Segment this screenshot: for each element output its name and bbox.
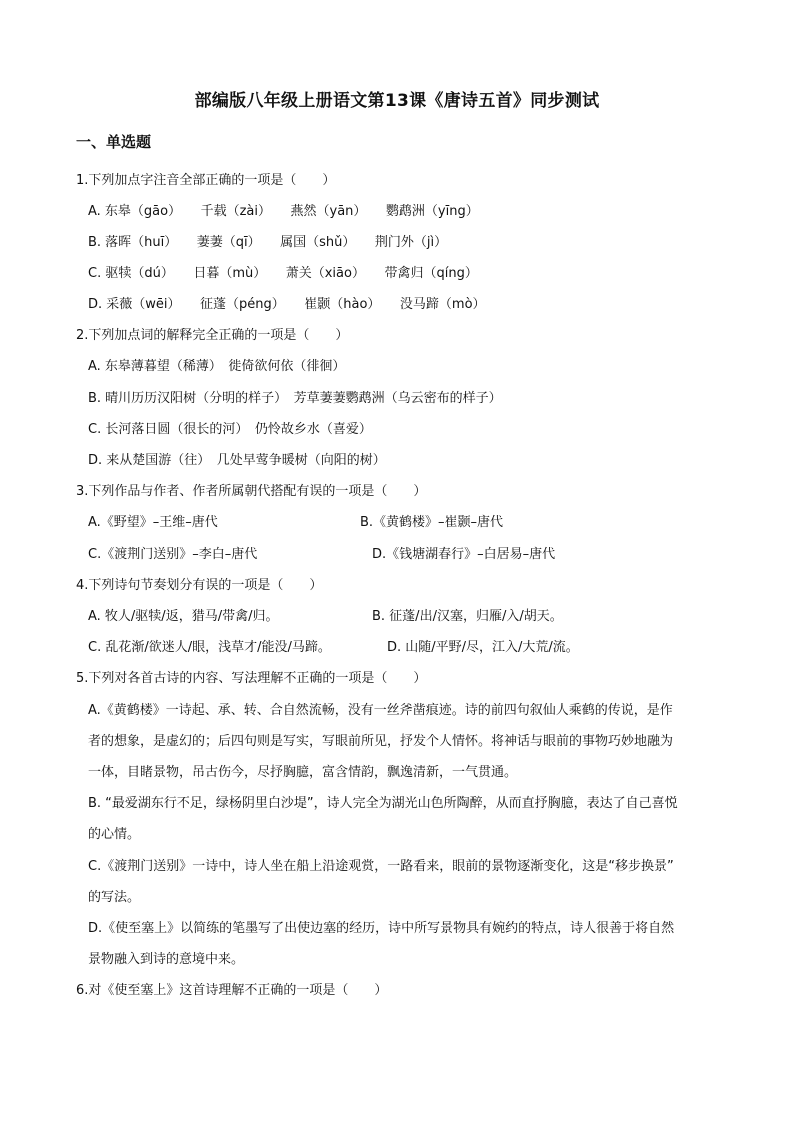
question-5-option-c-line-2: 的写法。 [88,890,141,905]
question-5-option-a-line-2: 者的想象，是虚幻的；后四句则是写实，写眼前所见，抒发个人情怀。将神话与眼前的事物巧妙地融为 [88,734,674,749]
question-4-stem: 4.下列诗句节奏划分有误的一项是（ ） [76,578,323,593]
question-3-option-b: B.《黄鹤楼》–崔颢–唐代 [360,515,504,530]
document-title: 部编版八年级上册语文第13课《唐诗五首》同步测试 [194,91,600,111]
question-5-option-a-line-1: A.《黄鹤楼》一诗起、承、转、合自然流畅，没有一丝斧凿痕迹。诗的前四句叙仙人乘鹤的传说，是作 [88,703,673,718]
question-1-option-d: D. 采薇（wēi） 征蓬（péng） 崔颢（hào） 没马蹄（mò） [88,297,486,312]
question-1-option-a: A. 东皋（gāo） 千载（zài） 燕然（yān） 鹦鹉洲（yīng） [88,204,479,219]
question-4-option-d: D. 山随/平野/尽，江入/大荒/流。 [387,640,579,655]
question-4-option-c: C. 乱花渐/欲迷人/眼，浅草才/能没/马蹄。 [88,640,331,655]
question-3-stem: 3.下列作品与作者、作者所属朝代搭配有误的一项是（ ） [76,484,427,499]
question-5-stem: 5.下列对各首古诗的内容、写法理解不正确的一项是（ ） [76,671,427,686]
question-2-stem: 2.下列加点词的解释完全正确的一项是（ ） [76,328,349,343]
question-1-option-b: B. 落晖（huī） 萋萋（qī） 属国（shǔ） 荆门外（jì） [88,235,448,250]
question-1-option-c: C. 驱犊（dú） 日暮（mù） 萧关（xiāo） 带禽归（qíng） [88,266,478,281]
question-3-option-d: D.《钱塘湖春行》–白居易–唐代 [372,547,556,562]
question-2-option-d: D. 来从楚国游（往） 几处早莺争暖树（向阳的树） [88,453,386,468]
question-4-option-a: A. 牧人/驱犊/返，猎马/带禽/归。 [88,609,279,624]
question-5-option-b-line-2: 的心情。 [88,827,141,842]
question-2-option-b: B. 晴川历历汉阳树（分明的样子） 芳草萋萋鹦鹉洲（乌云密布的样子） [88,391,502,406]
question-6-stem: 6.对《使至塞上》这首诗理解不正确的一项是（ ） [76,983,388,998]
question-2-option-c: C. 长河落日圆（很长的河） 仍怜故乡水（喜爱） [88,422,372,437]
question-5-option-d-line-1: D.《使至塞上》以简练的笔墨写了出使边塞的经历，诗中所写景物具有婉约的特点，诗人很善于将自然 [88,921,675,936]
question-2-option-a: A. 东皋薄暮望（稀薄） 徙倚欲何依（徘徊） [88,359,346,374]
question-5-option-d-line-2: 景物融入到诗的意境中来。 [88,952,245,967]
question-5-option-b-line-1: B. “最爱湖东行不足，绿杨阴里白沙堤”，诗人完全为湖光山色所陶醉，从而直抒胸臆，表达了自己喜悦 [88,796,678,811]
question-1-stem: 1.下列加点字注音全部正确的一项是（ ） [76,173,336,188]
question-3-option-a: A.《野望》–王维–唐代 [88,515,218,530]
section-heading: 一、单选题 [76,133,152,151]
question-3-option-c: C.《渡荆门送别》–李白–唐代 [88,547,258,562]
question-5-option-a-line-3: 一体，目睹景物，吊古伤今，尽抒胸臆，富含情韵，飘逸清新，一气贯通。 [88,765,518,780]
question-4-option-b: B. 征蓬/出/汉塞，归雁/入/胡天。 [372,609,563,624]
question-5-option-c-line-1: C.《渡荆门送别》一诗中，诗人坐在船上沿途观赏，一路看来，眼前的景物逐渐变化，这是“移步换景” [88,859,674,874]
